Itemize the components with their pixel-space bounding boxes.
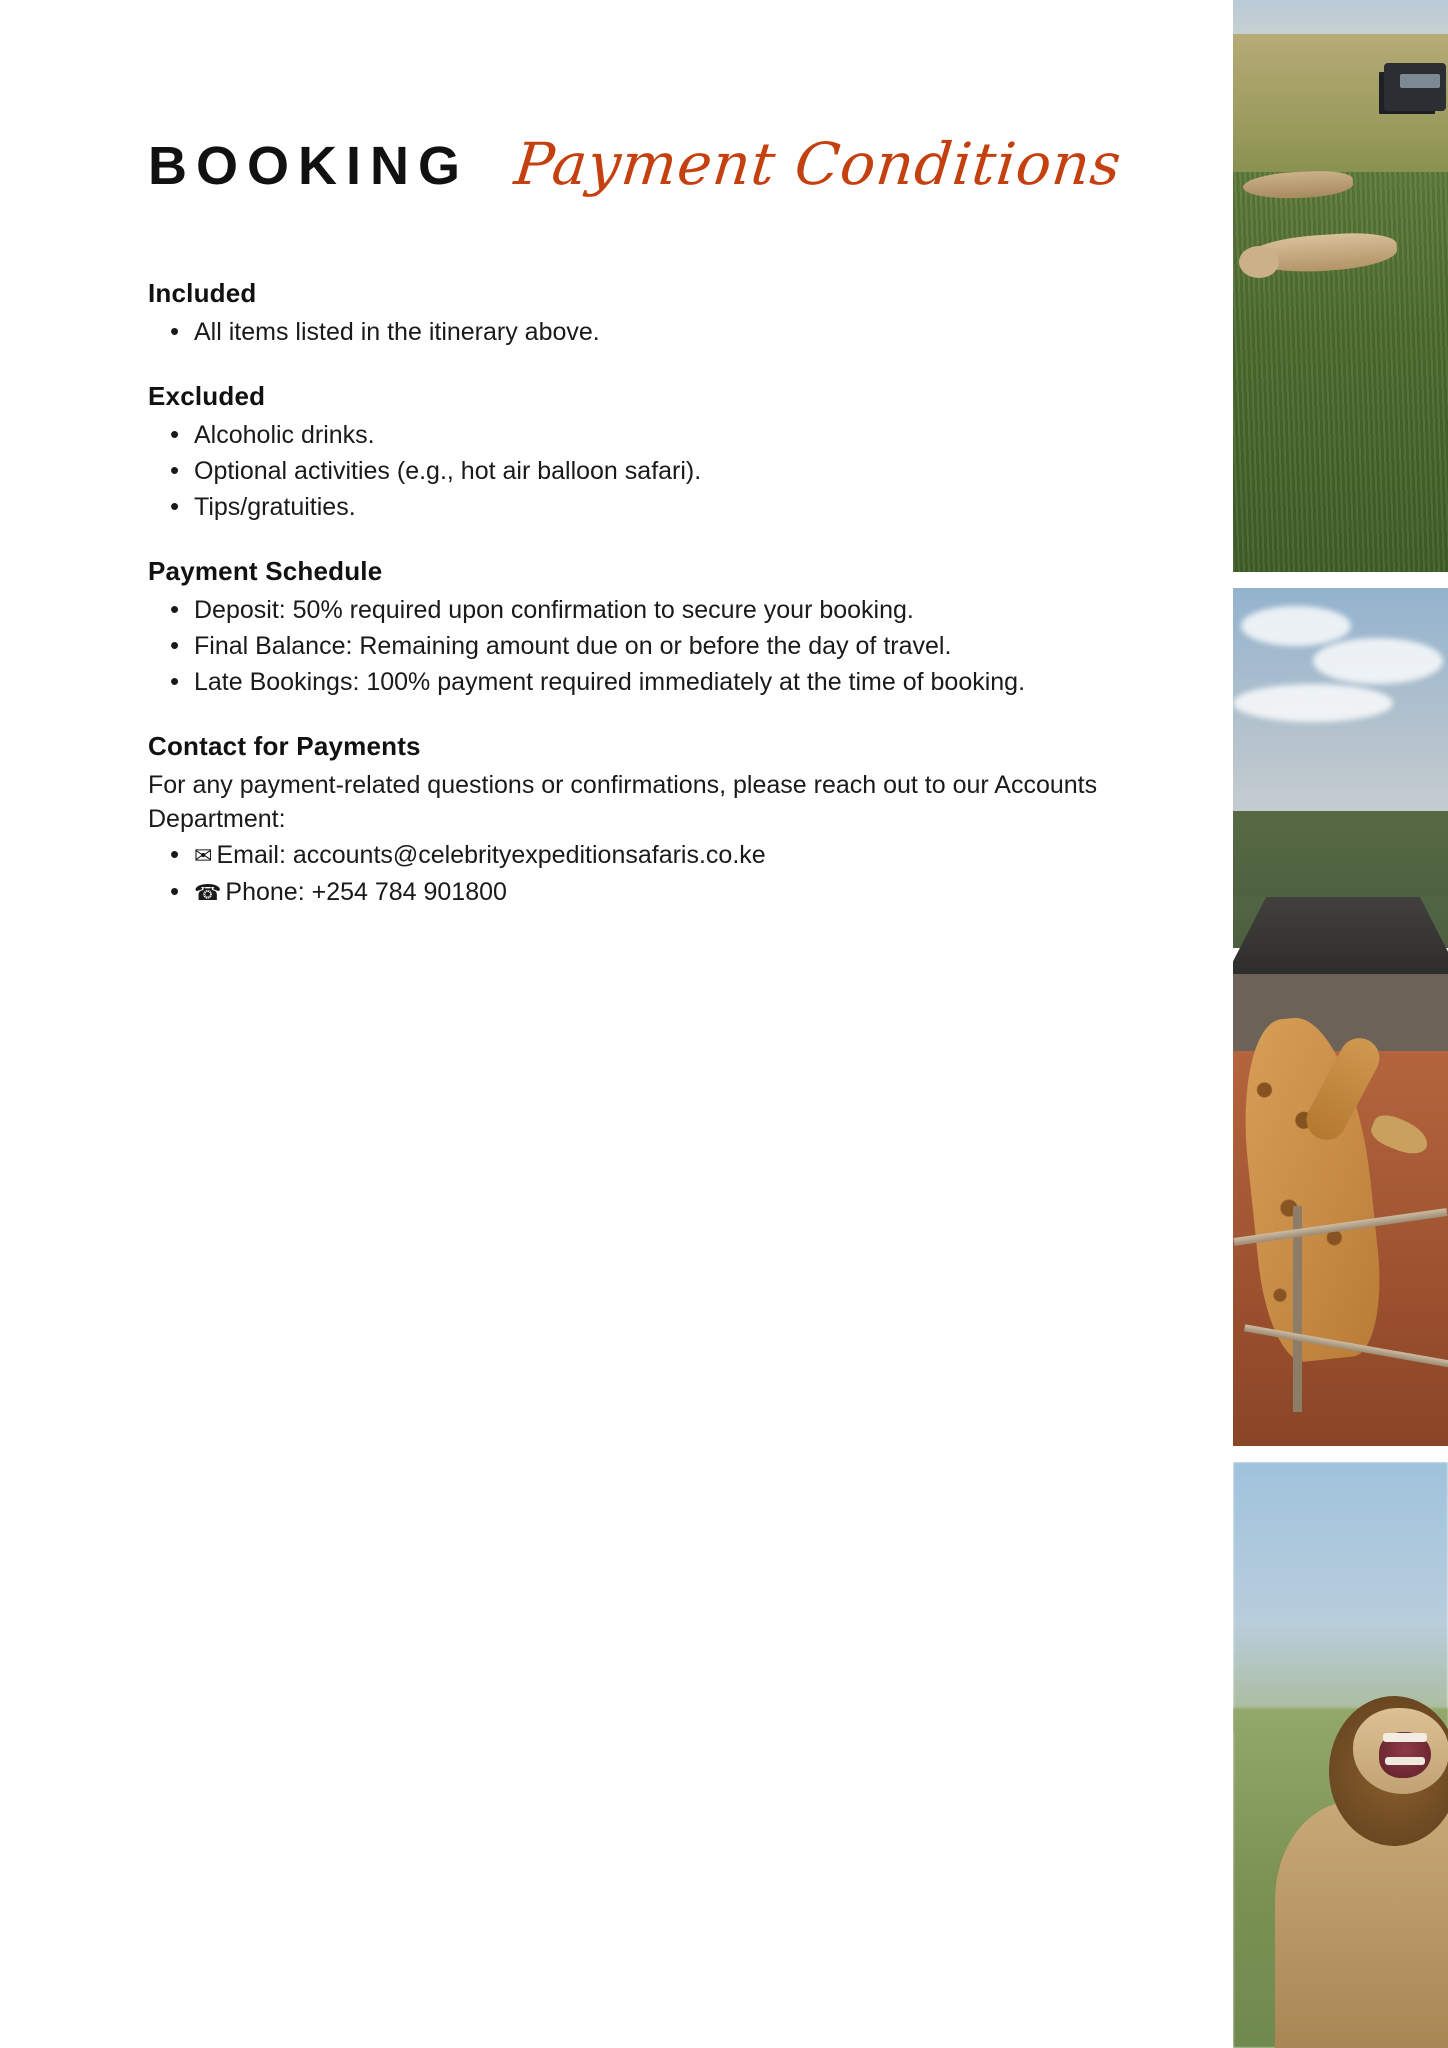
contact-list [148,838,1163,909]
lion-body [1275,1802,1448,2048]
photo-giraffe-at-lodge-enclosure [1233,588,1448,1446]
section-heading: Included [148,278,257,308]
contact-phone-label: Phone: +254 784 901800 [225,878,507,906]
section-list [148,315,1163,349]
photo-column [1233,0,1448,2048]
section-payment-schedule [148,556,1163,699]
list-item: • Optional activities (e.g., hot air balloon safari). [148,454,1163,488]
photo-roaring-lion-in-grassland [1233,1462,1448,2048]
title-script: Payment Conditions [511,130,1126,198]
section-included [148,278,1163,349]
contact-email-label: Email: accounts@celebrityexpeditionsafaris.co.ke [216,841,766,869]
contact-email-item[interactable] [148,838,1163,872]
section-heading: Excluded [148,381,266,411]
contact-phone-item[interactable] [148,875,1163,909]
page-title [148,130,1126,198]
list-item: • Final Balance: Remaining amount due on or before the day of travel. [148,629,1163,663]
contact-intro: For any payment-related questions or confirmations, please reach out to our Accounts Department: [148,771,1098,833]
section-list [148,593,1163,699]
list-item: • Deposit: 50% required upon confirmation to secure your booking. [148,593,1163,627]
section-contact-for-payments [148,731,1163,909]
list-item: • Late Bookings: 100% payment required immediately at the time of booking. [148,665,1163,699]
list-item: • All items listed in the itinerary above. [148,315,1163,349]
section-list [148,418,1163,524]
section-excluded [148,381,1163,524]
envelope-icon: ✉ [194,843,213,868]
section-heading: Contact for Payments [148,731,421,761]
list-item: • Alcoholic drinks. [148,418,1163,452]
telephone-icon: ☎ [194,880,222,905]
list-item: • Tips/gratuities. [148,490,1163,524]
section-heading: Payment Schedule [148,556,383,586]
title-bold: BOOKING [148,136,470,196]
photo-lions-resting-in-savannah-grass [1233,0,1448,572]
document-body [148,278,1163,941]
lodge-roof [1233,897,1448,981]
